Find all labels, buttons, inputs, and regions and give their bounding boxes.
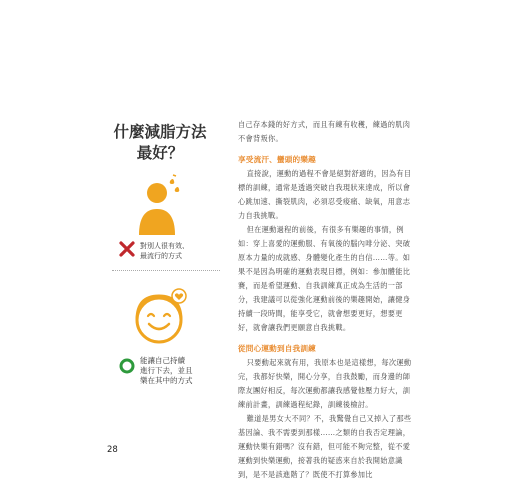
- section2-paragraph1: 只要動起來就有用，我原本也是這樣想，每次運動完，我都好快樂，開心分享，自我鼓勵，而身邊的師際友團好相反，每次運動都讓我感覺他壓力好大，訓練前計畫，訓練過程紀錄，訓練後檢討。: [238, 358, 412, 409]
- section2-heading: 從問心運動到自我訓練: [238, 344, 316, 353]
- good-caption-line3: 樂在其中的方式: [140, 376, 193, 385]
- section1-heading: 享受流汗、蠻頭的樂趣: [238, 155, 316, 164]
- section1-paragraph2: 但在運動過程的前後，有很多有樂趣的事情，例如：穿上喜愛的運動服、有氧後的腦內啡分泌、突破原本力量的成就感、身體變化產生的自信……等。如果不是因為明確的運動表現目標，例如：參加體能比賽，而是希望運動、自我訓練真正成為生活的一部分，我建議可以從強化運動前後的樂趣開始，讓健身持續一段時間，能享受它，就會想要更好，想要更好，就會讓我們更願意自我挑戰。: [238, 225, 411, 332]
- body-column: [238, 118, 414, 482]
- page-number: 28: [107, 445, 118, 455]
- sidebar-title-line1: 什麼減脂方法: [113, 123, 207, 141]
- section2-paragraph2: 難道是男女大不同？不，我驚覺自己又掉入了那些基因論、我不需要到那樣……之類的自我否定理論，運動快樂有錯嗎？沒有錯，但可能不夠完整，從不愛運動到快樂運動，接著我的疑惑來自於我開始意識到，是不是該進階了？既使不打算參加比: [238, 414, 412, 479]
- bad-method-caption: [140, 242, 240, 261]
- good-caption-line2: 進行下去，並且: [140, 366, 193, 375]
- sidebar-title-line2: 最好？: [136, 144, 184, 162]
- check-circle-icon: [119, 358, 135, 374]
- section1-paragraph1: 直接說，運動的過程不會是絕對舒適的，因為有目標的訓練，通常是透過突破自我現狀來達成，所以會心跳加速、撕裂肌肉，必須忍受痠痛、缺氧，用意志力自我挑戰。: [238, 169, 412, 220]
- divider: [112, 270, 220, 271]
- intro-paragraph: 自己存本錢的好方式，而且有練有收穫，練過的肌肉不會背叛你。: [238, 120, 411, 143]
- happy-face-icon: [129, 286, 189, 346]
- good-caption-line1: 能讓自己持續: [140, 356, 185, 365]
- good-method-caption: [140, 356, 240, 386]
- cross-icon: [119, 241, 135, 257]
- bad-caption-line1: 對別人很有效、: [140, 242, 189, 250]
- sidebar-title: [100, 122, 220, 164]
- sweating-person-icon: [133, 173, 181, 237]
- bad-caption-line2: 最流行的方式: [140, 251, 182, 260]
